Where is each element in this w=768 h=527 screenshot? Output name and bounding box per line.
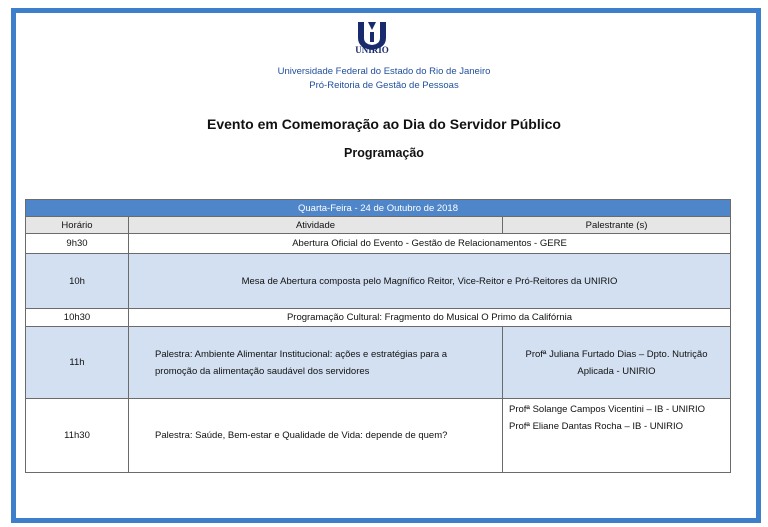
row-time: 9h30 <box>26 234 129 254</box>
table-row <box>26 234 731 254</box>
column-header-activity: Atividade <box>129 217 503 234</box>
table-row <box>26 254 731 309</box>
row-activity <box>129 327 503 399</box>
column-header-time: Horário <box>26 217 129 234</box>
schedule-table <box>25 199 731 473</box>
row-time: 11h <box>26 327 129 399</box>
row-time: 11h30 <box>26 399 129 473</box>
schedule-date: Quarta-Feira - 24 de Outubro de 2018 <box>26 200 731 217</box>
activity-line: Palestra: Ambiente Alimentar Institucional: ações e estratégias para a <box>155 348 448 360</box>
row-activity: Mesa de Abertura composta pelo Magnífico Reitor, Vice-Reitor e Pró-Reitores da UNIRIO <box>129 254 731 309</box>
department-name: Pró-Reitoria de Gestão de Pessoas <box>309 80 459 91</box>
speaker-line: Profª Eliane Dantas Rocha – IB - UNIRIO <box>509 421 684 432</box>
speaker-line: Aplicada - UNIRIO <box>577 365 656 377</box>
column-header-row <box>26 217 731 234</box>
speaker-line: Profª Solange Campos Vicentini – IB - UNIRIO <box>509 404 706 415</box>
table-row <box>26 327 731 399</box>
column-header-speaker: Palestrante (s) <box>503 217 731 234</box>
row-speaker <box>503 399 731 473</box>
row-speaker <box>503 327 731 399</box>
row-time: 10h <box>26 254 129 309</box>
page-subtitle: Programação <box>344 146 424 160</box>
logo-wordmark: UNIRIO <box>355 45 389 55</box>
row-activity: Palestra: Saúde, Bem-estar e Qualidade de Vida: depende de quem? <box>129 399 503 473</box>
university-name: Universidade Federal do Estado do Rio de Janeiro <box>277 66 491 77</box>
row-time: 10h30 <box>26 309 129 327</box>
date-header-row <box>26 200 731 217</box>
table-row <box>26 309 731 327</box>
page-title: Evento em Comemoração ao Dia do Servidor Público <box>207 116 561 132</box>
row-activity: Abertura Oficial do Evento - Gestão de Relacionamentos - GERE <box>129 234 731 254</box>
row-activity: Programação Cultural: Fragmento do Musical O Primo da Califórnia <box>129 309 731 327</box>
speaker-line: Profª Juliana Furtado Dias – Dpto. Nutrição <box>525 348 708 360</box>
table-row <box>26 399 731 473</box>
activity-line: promoção da alimentação saudável dos servidores <box>155 365 370 377</box>
